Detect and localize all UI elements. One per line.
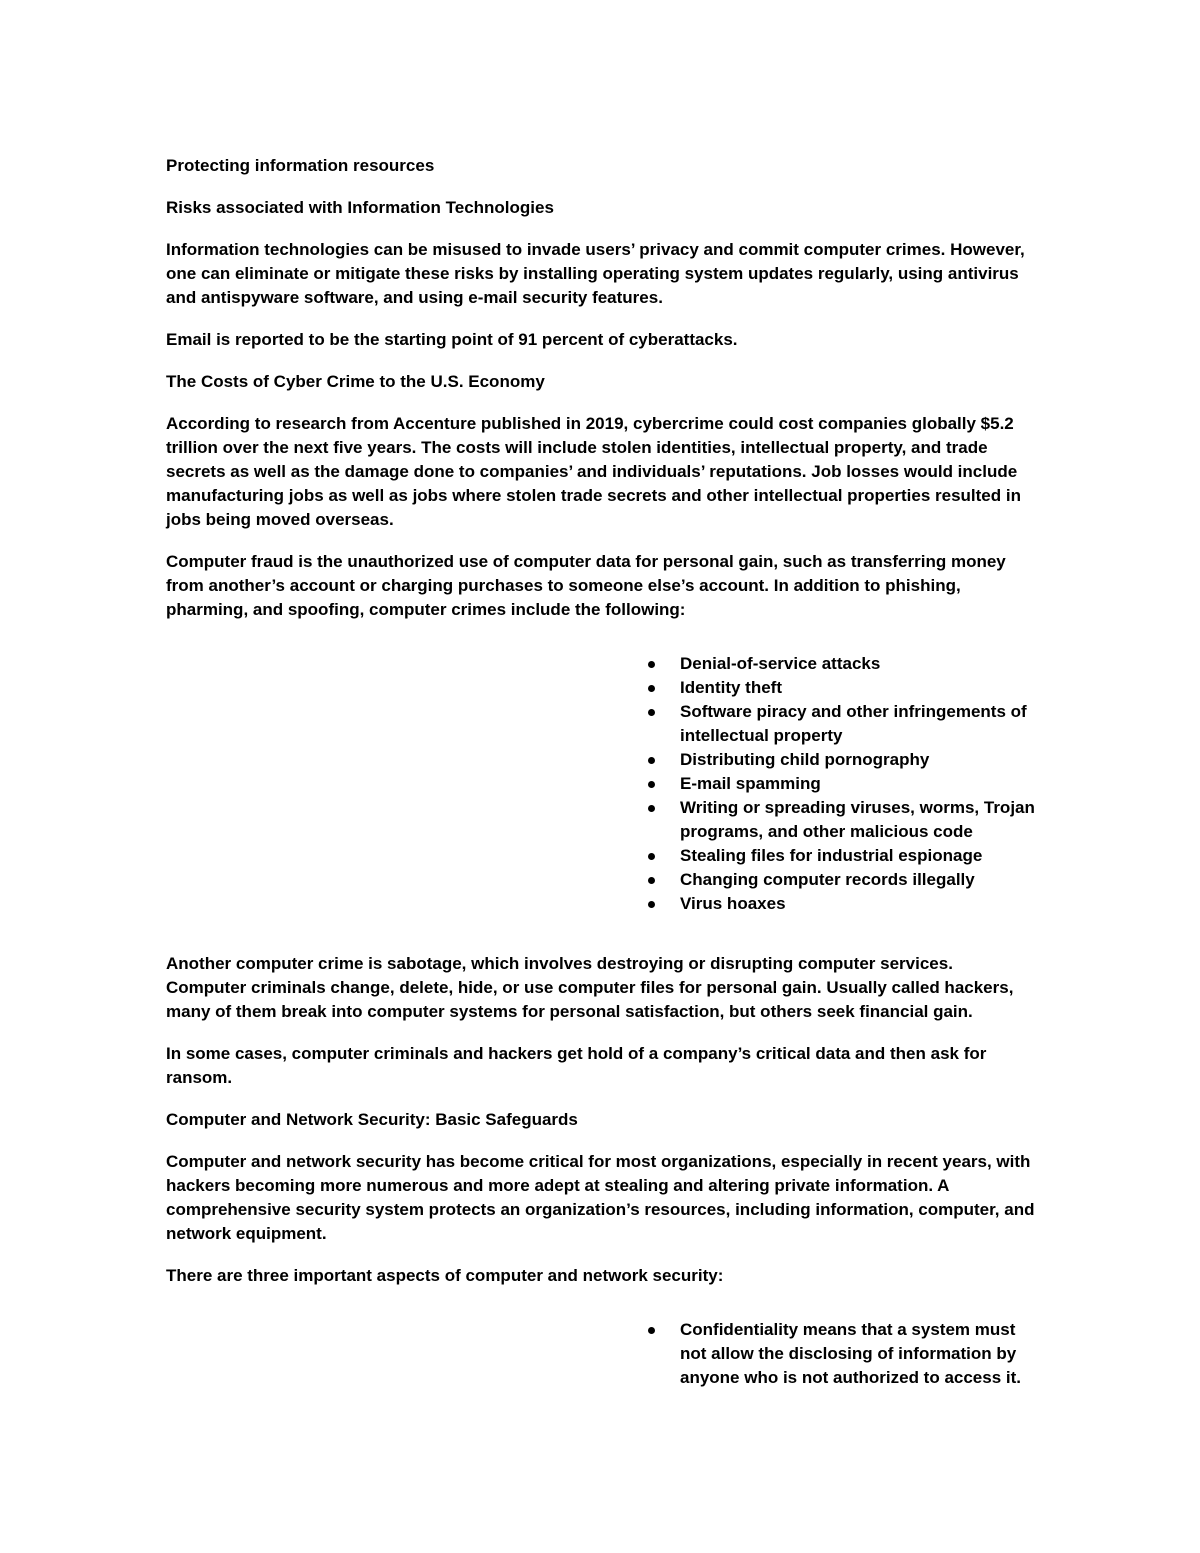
crimes-list-block [166,640,1036,934]
crimes-list [680,652,1040,916]
paragraph-ransom: In some cases, computer criminals and hackers get hold of a company’s critical data and then ask for ransom. [166,1044,987,1087]
paragraph-sabotage: Another computer crime is sabotage, which involves destroying or disrupting computer services. Computer criminals change, delete, hide, or use computer files for personal gain. Usually called hackers, many of them break into computer systems for personal satisfaction, but others seek financial gain. [166,954,1014,1021]
document-title: Protecting information resources [166,156,435,175]
paragraph-email-stat: Email is reported to be the starting point of 91 percent of cyberattacks. [166,330,738,349]
bullet-icon [648,661,655,668]
list-item: Software piracy and other infringements of intellectual property [680,700,1040,748]
list-item: Virus hoaxes [680,892,1040,916]
aspects-list [680,1318,1040,1390]
section-heading-security: Computer and Network Security: Basic Safeguards [166,1110,578,1129]
list-item: Changing computer records illegally [680,868,1040,892]
paragraph-aspects-intro: There are three important aspects of computer and network security: [166,1266,724,1285]
section-heading-costs: The Costs of Cyber Crime to the U.S. Economy [166,372,545,391]
bullet-icon [648,781,655,788]
document-body [166,154,1036,1408]
section-heading-risks: Risks associated with Information Technologies [166,198,554,217]
list-item: Confidentiality means that a system must not allow the disclosing of information by anyone who is not authorized to access it. [680,1318,1040,1390]
bullet-icon [648,853,655,860]
list-spacer [166,916,1036,934]
list-item: Writing or spreading viruses, worms, Trojan programs, and other malicious code [680,796,1040,844]
bullet-icon [648,757,655,764]
bullet-icon [648,709,655,716]
paragraph-costs: According to research from Accenture published in 2019, cybercrime could cost companies globally $5.2 trillion over the next five years. The costs will include stolen identities, intellectual property, and trade secrets as well as the damage done to companies’ and individuals’ reputations. Job losses would include manufacturing jobs as well as jobs where stolen trade secrets and other intellectual properties resulted in jobs being moved overseas. [166,414,1021,529]
bullet-icon [648,805,655,812]
paragraph-risks: Information technologies can be misused to invade users’ privacy and commit computer crimes. However, one can eliminate or mitigate these risks by installing operating system updates regularly, using antivirus and antispyware software, and using e-mail security features. [166,240,1025,307]
list-item: E-mail spamming [680,772,1040,796]
list-item: Distributing child pornography [680,748,1040,772]
list-item: Denial-of-service attacks [680,652,1040,676]
bullet-icon [648,685,655,692]
paragraph-security: Computer and network security has become critical for most organizations, especially in recent years, with hackers becoming more numerous and more adept at stealing and altering private information. A comprehensive security system protects an organization’s resources, including information, computer, and network equipment. [166,1152,1035,1243]
list-item: Identity theft [680,676,1040,700]
bullet-icon [648,901,655,908]
paragraph-computer-fraud: Computer fraud is the unauthorized use of computer data for personal gain, such as transferring money from another’s account or charging purchases to someone else’s account. In addition to phishing, pharming, and spoofing, computer crimes include the following: [166,552,1006,619]
aspects-list-block [166,1306,1036,1390]
bullet-icon [648,1327,655,1334]
bullet-icon [648,877,655,884]
list-item: Stealing files for industrial espionage [680,844,1040,868]
